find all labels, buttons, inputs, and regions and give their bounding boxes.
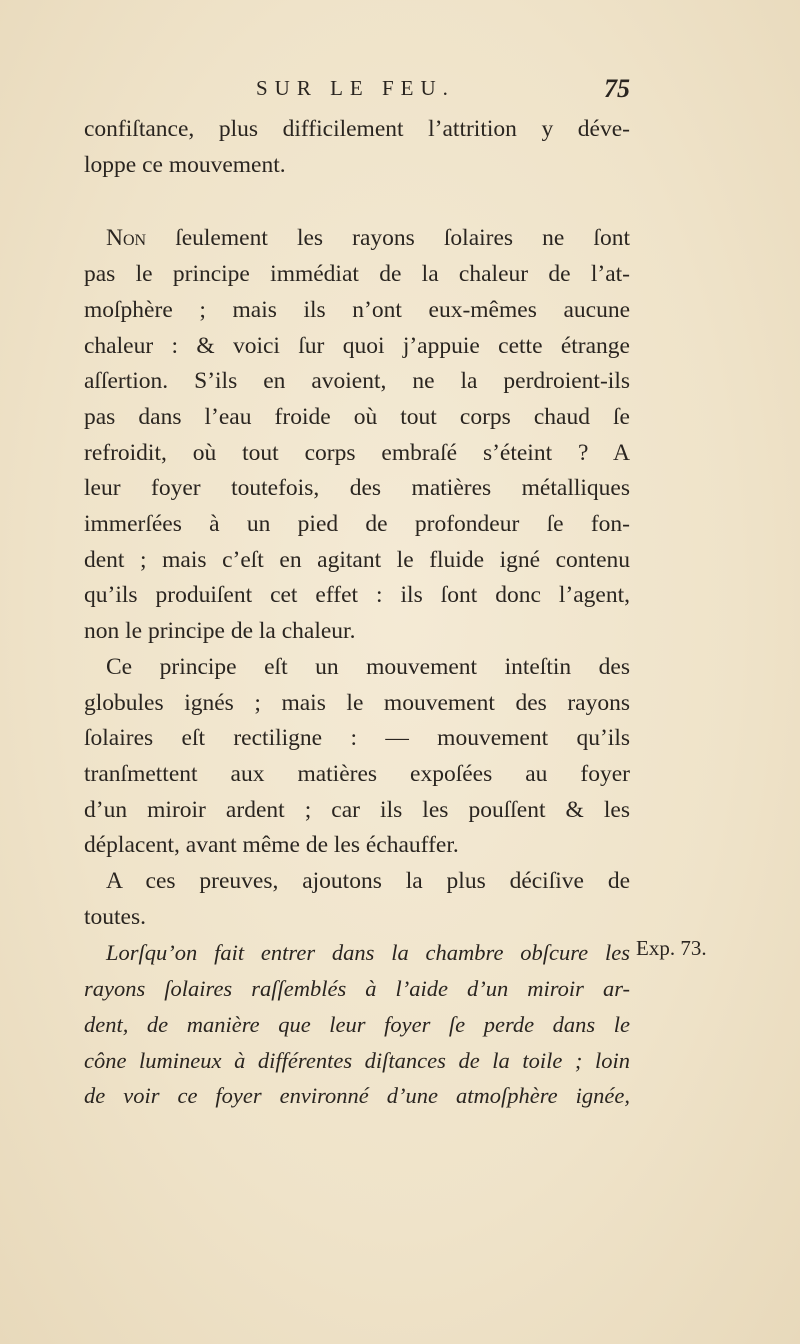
text-line: qu’ils produiſent cet effet : ils ſont donc l’agent, xyxy=(84,582,630,609)
text-line: immerſées à un pied de profondeur ſe fon- xyxy=(84,511,630,538)
page-header xyxy=(84,76,630,116)
text-fragment: ſeulement les rayons ſolaires ne ſont xyxy=(146,225,630,252)
text-line: refroidit, où tout corps embraſé s’éteint ? A xyxy=(84,439,630,466)
text-line: de voir ce foyer environné d’une atmoſphère ignée, xyxy=(84,1083,630,1109)
text-line: aſſertion. S’ils en avoient, ne la perdroient-ils xyxy=(84,368,630,395)
paragraph xyxy=(84,112,630,183)
page-number: 75 xyxy=(604,74,630,103)
text-line: Ce principe eſt un mouvement inteſtin des xyxy=(106,653,630,680)
text-line xyxy=(84,221,630,257)
margin-note: Exp. 73. xyxy=(636,936,707,960)
text-line: dent, de manière que leur foyer ſe perde dans le xyxy=(84,1011,630,1037)
text-line: Lorſqu’on fait entrer dans la chambre obſcure les xyxy=(106,940,630,966)
text-line: dent ; mais c’eſt en agitant le fluide igné contenu xyxy=(84,546,630,573)
text-line: moſphère ; mais ils n’ont eux-mêmes aucune xyxy=(84,296,630,323)
text-line: d’un miroir ardent ; car ils les pouſſent & les xyxy=(84,796,630,823)
text-line: déplacent, avant même de les échauffer. xyxy=(84,832,459,859)
text-line: ſolaires eſt rectiligne : — mouvement qu’ils xyxy=(84,725,630,752)
text-line: pas dans l’eau froide où tout corps chaud ſe xyxy=(84,403,630,430)
text-line: tranſmettent aux matières expoſées au foyer xyxy=(84,760,630,787)
text-line: cône lumineux à différentes diſtances de la toile ; loin xyxy=(84,1047,630,1073)
text-line: rayons ſolaires raſſemblés à l’aide d’un miroir ar- xyxy=(84,976,630,1002)
text-line: leur foyer toutefois, des matières métalliques xyxy=(84,475,630,502)
text-line: pas le principe immédiat de la chaleur de l’at- xyxy=(84,261,630,288)
text-line: toutes. xyxy=(84,903,147,930)
paragraph xyxy=(84,221,630,649)
text-line: A ces preuves, ajoutons la plus déciſive de xyxy=(106,868,630,895)
text-line: loppe ce mouvement. xyxy=(84,151,286,178)
text-line: chaleur : & voici ſur quoi j’appuie cette étrange xyxy=(84,332,630,359)
text-line: non le principe de la chaleur. xyxy=(84,618,356,645)
paragraph xyxy=(84,650,630,864)
paragraph-italic xyxy=(84,935,630,1114)
lead-word: Non xyxy=(106,225,147,252)
text-line: confiſtance, plus difficilement l’attrition y déve- xyxy=(84,116,630,142)
paragraph xyxy=(84,864,630,935)
text-line: globules ignés ; mais le mouvement des rayons xyxy=(84,689,630,716)
body-text xyxy=(84,112,630,1114)
running-title: SUR LE FEU. xyxy=(256,76,455,100)
